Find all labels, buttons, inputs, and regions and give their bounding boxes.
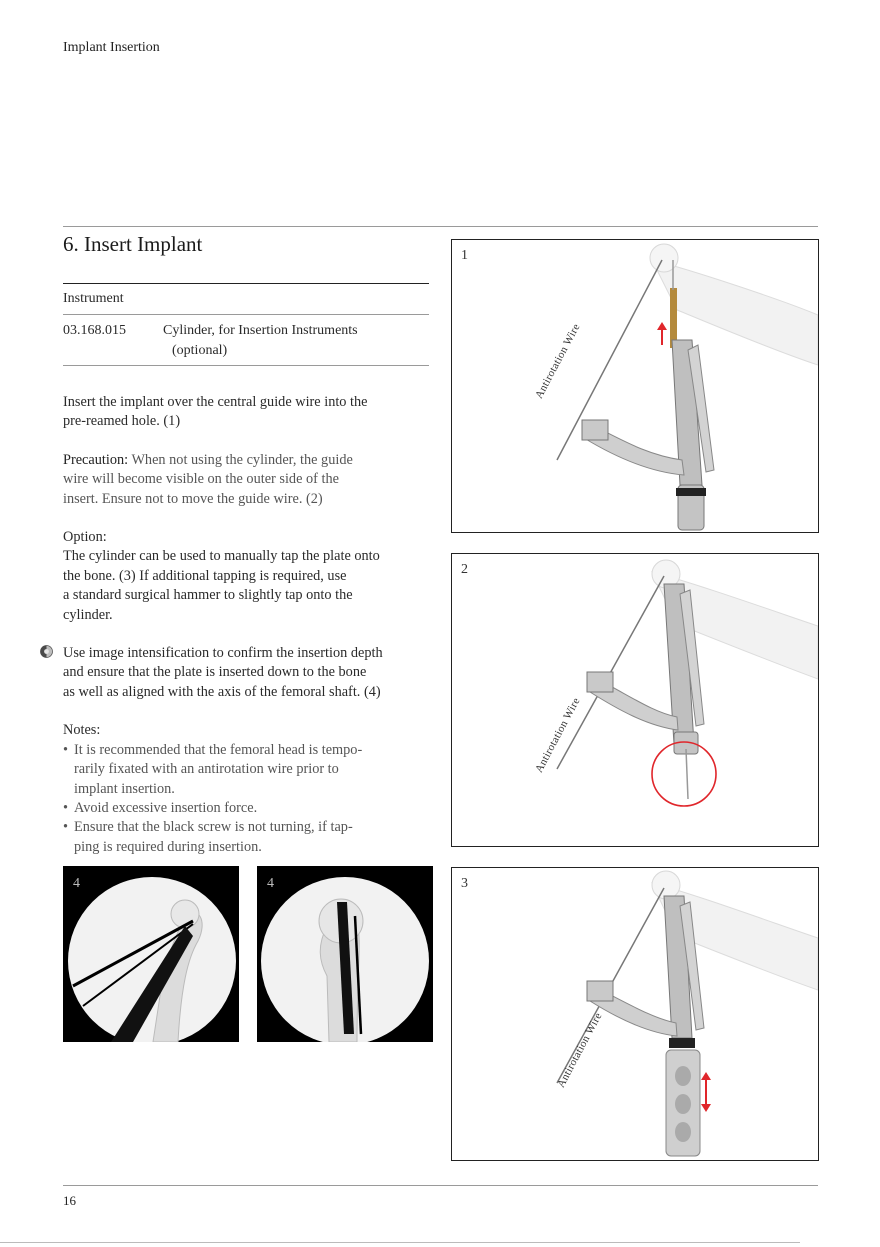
bottom-edge-rule xyxy=(0,1242,800,1243)
precaution-label: Precaution: xyxy=(63,451,129,468)
table-mid-rule xyxy=(63,314,429,315)
instrument-description-optional: (optional) xyxy=(172,343,228,358)
precaution-text: insert. Ensure not to move the guide wire. (2) xyxy=(63,490,323,507)
bullet: • xyxy=(63,799,69,816)
xray-image-ap xyxy=(63,866,239,1042)
section-title: 6. Insert Implant xyxy=(63,232,203,256)
note-item xyxy=(63,799,433,818)
paragraph-insert-line: Insert the implant over the central guide wire into the xyxy=(63,394,368,410)
figure-2-illustration xyxy=(452,554,818,846)
paragraph-insert-line: pre-reamed hole. (1) xyxy=(63,413,181,430)
figure-number: 2 xyxy=(461,562,468,577)
body-text xyxy=(63,393,433,857)
xray-image-lateral xyxy=(257,866,433,1042)
top-rule xyxy=(63,226,818,227)
precaution-text: When not using the cylinder, the guide xyxy=(128,451,353,468)
bullet: • xyxy=(63,741,69,758)
instrument-table-header: Instrument xyxy=(63,291,124,306)
option-text: The cylinder can be used to manually tap the plate onto xyxy=(63,548,380,565)
note-item xyxy=(63,741,433,799)
intensifier-text: as well as aligned with the axis of the femoral shaft. (4) xyxy=(63,683,381,700)
figure-2-frame xyxy=(451,553,819,847)
antirotation-wire-label: Antirotation Wire xyxy=(555,1010,605,1090)
note-text: Avoid excessive insertion force. xyxy=(74,799,258,816)
note-text: ping is required during insertion. xyxy=(74,838,262,855)
figure-number: 4 xyxy=(73,876,80,891)
option-text: the bone. (3) If additional tapping is required, use xyxy=(63,567,347,584)
page-number: 16 xyxy=(63,1193,76,1208)
figure-number: 4 xyxy=(267,876,274,891)
option-text: cylinder. xyxy=(63,606,113,623)
antirotation-wire-label: Antirotation Wire xyxy=(533,695,583,775)
note-text: Ensure that the black screw is not turning, if tap- xyxy=(74,819,353,836)
figure-1-illustration xyxy=(452,240,818,532)
figure-number: 1 xyxy=(461,248,468,263)
precaution-paragraph xyxy=(63,451,433,470)
notes-list xyxy=(63,741,433,857)
figure-1-frame xyxy=(451,239,819,533)
footer-rule xyxy=(63,1185,818,1186)
running-head: Implant Insertion xyxy=(63,40,160,55)
image-intensifier-icon xyxy=(40,645,53,658)
instrument-description: Cylinder, for Insertion Instruments xyxy=(163,323,358,338)
antirotation-wire-label: Antirotation Wire xyxy=(533,321,583,401)
xray-lateral-illustration xyxy=(257,866,433,1042)
instrument-code: 03.168.015 xyxy=(63,323,126,338)
note-text: implant insertion. xyxy=(74,780,175,797)
table-bottom-rule xyxy=(63,365,429,366)
precaution-text: wire will become visible on the outer side of the xyxy=(63,471,339,488)
xray-ap-illustration xyxy=(63,866,239,1042)
intensifier-text: Use image intensification to confirm the insertion depth xyxy=(63,645,383,662)
note-text: It is recommended that the femoral head is tempo- xyxy=(74,741,363,758)
note-text: rarily fixated with an antirotation wire prior to xyxy=(74,761,339,778)
figure-3-frame xyxy=(451,867,819,1161)
figure-3-illustration xyxy=(452,868,818,1160)
bullet: • xyxy=(63,819,69,836)
figure-number: 3 xyxy=(461,876,468,891)
intensifier-text: and ensure that the plate is inserted down to the bone xyxy=(63,664,367,681)
notes-label: Notes: xyxy=(63,722,101,739)
option-label: Option: xyxy=(63,529,107,546)
note-item xyxy=(63,818,433,857)
table-top-rule xyxy=(63,283,429,284)
option-text: a standard surgical hammer to slightly tap onto the xyxy=(63,587,353,604)
